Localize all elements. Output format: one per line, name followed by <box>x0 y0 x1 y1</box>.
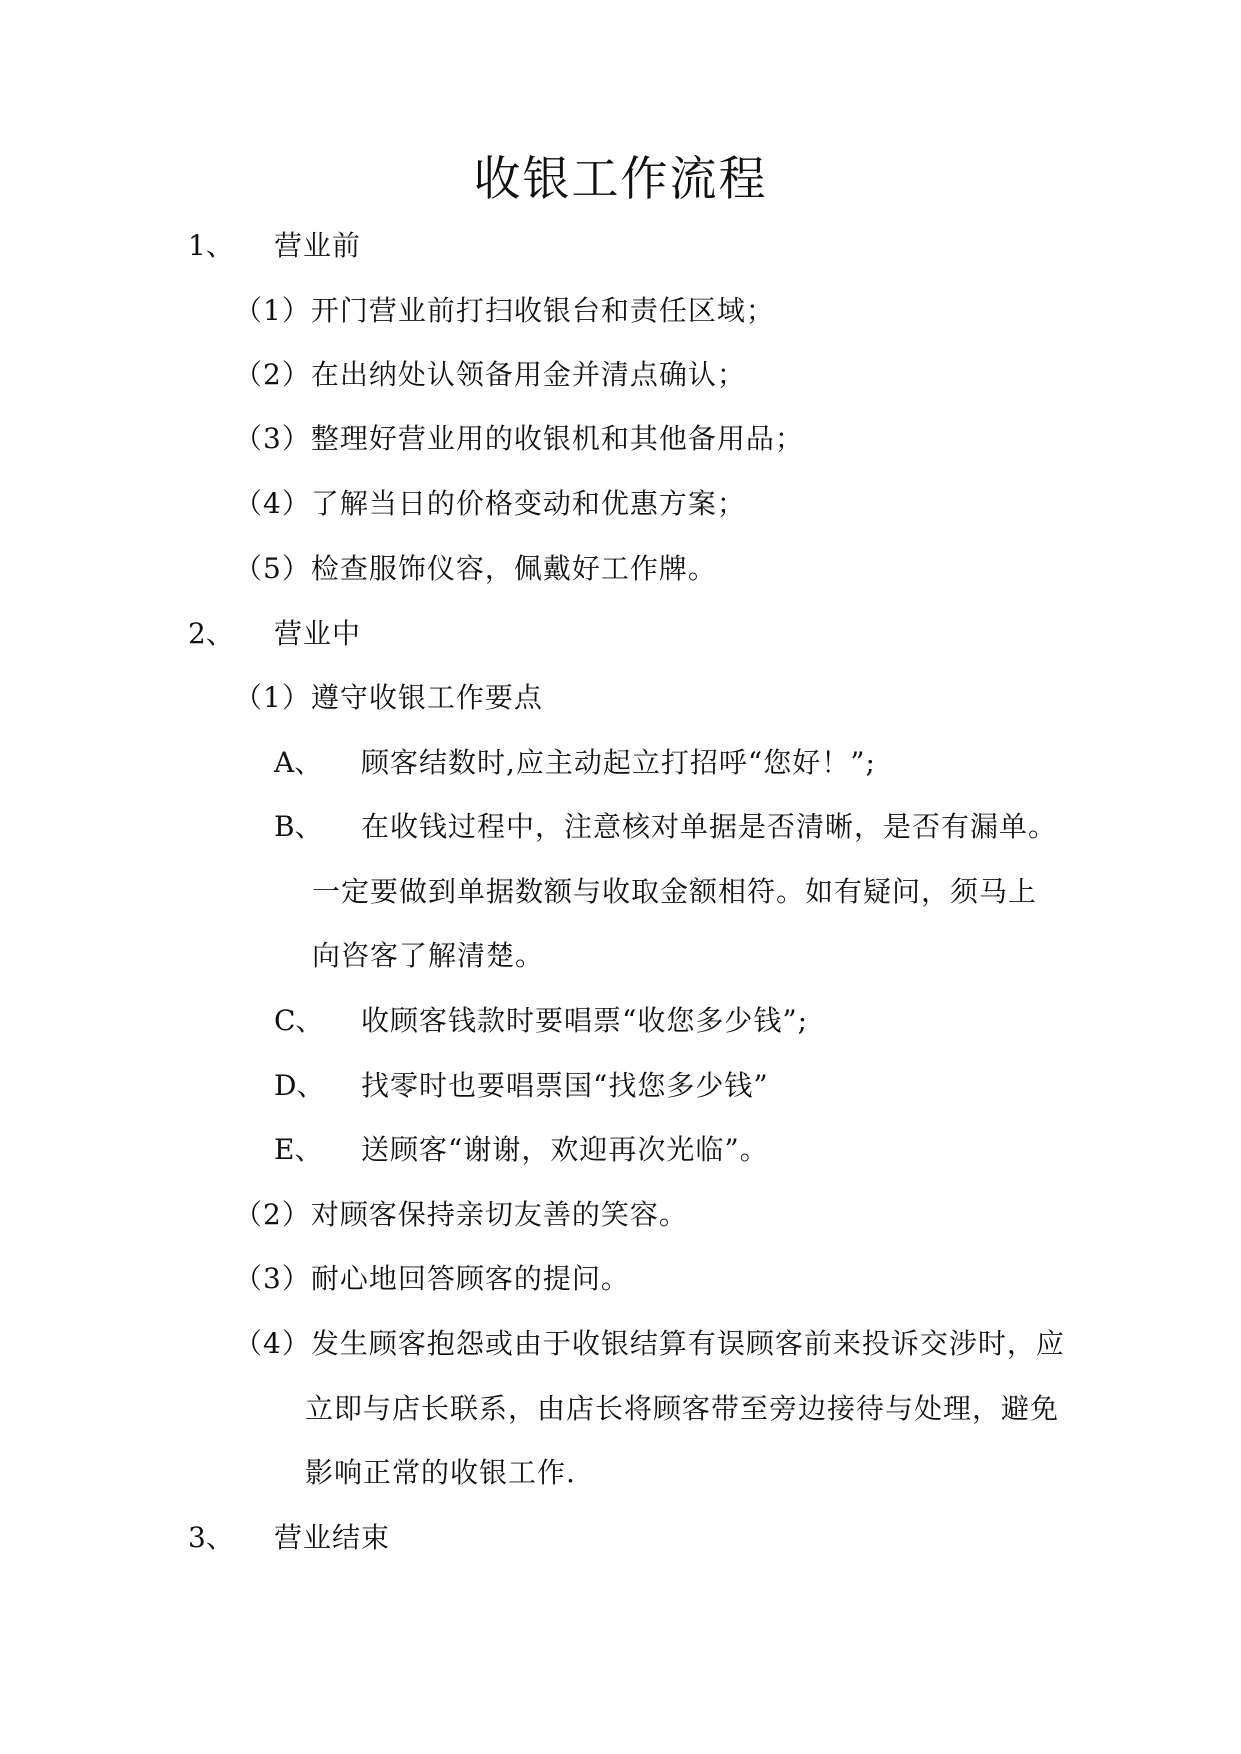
section-2-item-4-line-2: 立即与店长联系，由店长将顾客带至旁边接待与处理，避免 <box>305 1392 1060 1425</box>
point-b-continuation-1: 一定要做到单据数额与收取金额相符。如有疑问，须马上 <box>312 875 1038 908</box>
section-2-item-3: （3）耐心地回答顾客的提问。 <box>234 1262 630 1295</box>
section-2-number: 2、 <box>188 617 234 650</box>
section-3-number: 3、 <box>188 1521 234 1554</box>
section-1-item-5: （5）检查服饰仪容，佩戴好工作牌。 <box>234 552 717 585</box>
section-1-item-1: （1）开门营业前打扫收银台和责任区域； <box>234 294 775 327</box>
section-1-item-3: （3）整理好营业用的收银机和其他备用品； <box>234 422 804 455</box>
section-3-heading: 营业结束 <box>274 1521 391 1554</box>
section-1-item-2: （2）在出纳处认领备用金并清点确认； <box>234 358 746 391</box>
point-e-letter: E、 <box>274 1133 323 1166</box>
point-c-letter: C、 <box>274 1004 324 1037</box>
point-b-letter: B、 <box>274 810 323 843</box>
section-2-item-4-line-3: 影响正常的收银工作. <box>305 1456 576 1489</box>
point-a-letter: A、 <box>274 746 323 779</box>
point-b-continuation-2: 向咨客了解清楚。 <box>312 939 545 972</box>
point-e-text: 送顾客“谢谢，欢迎再次光临”。 <box>361 1133 769 1166</box>
point-a-text: 顾客结数时,应主动起立打招呼“您好！”; <box>361 746 876 779</box>
document-title: 收银工作流程 <box>473 152 768 207</box>
section-2-item-2: （2）对顾客保持亲切友善的笑容。 <box>234 1198 688 1231</box>
section-2-heading: 营业中 <box>274 617 362 650</box>
section-1-number: 1、 <box>188 229 234 262</box>
section-1-item-4: （4）了解当日的价格变动和优惠方案； <box>234 487 746 520</box>
point-c-text: 收顾客钱款时要唱票“收您多少钱”; <box>361 1004 809 1037</box>
section-1-heading: 营业前 <box>274 229 362 262</box>
point-d-text: 找零时也要唱票国“找您多少钱” <box>361 1069 769 1102</box>
point-d-letter: D、 <box>274 1069 325 1102</box>
section-2-item-1: （1）遵守收银工作要点 <box>234 681 543 714</box>
point-b-text: 在收钱过程中，注意核对单据是否清晰，是否有漏单。 <box>361 810 1058 843</box>
section-2-item-4-line-1: （4）发生顾客抱怨或由于收银结算有误顾客前来投诉交涉时，应 <box>234 1327 1065 1360</box>
